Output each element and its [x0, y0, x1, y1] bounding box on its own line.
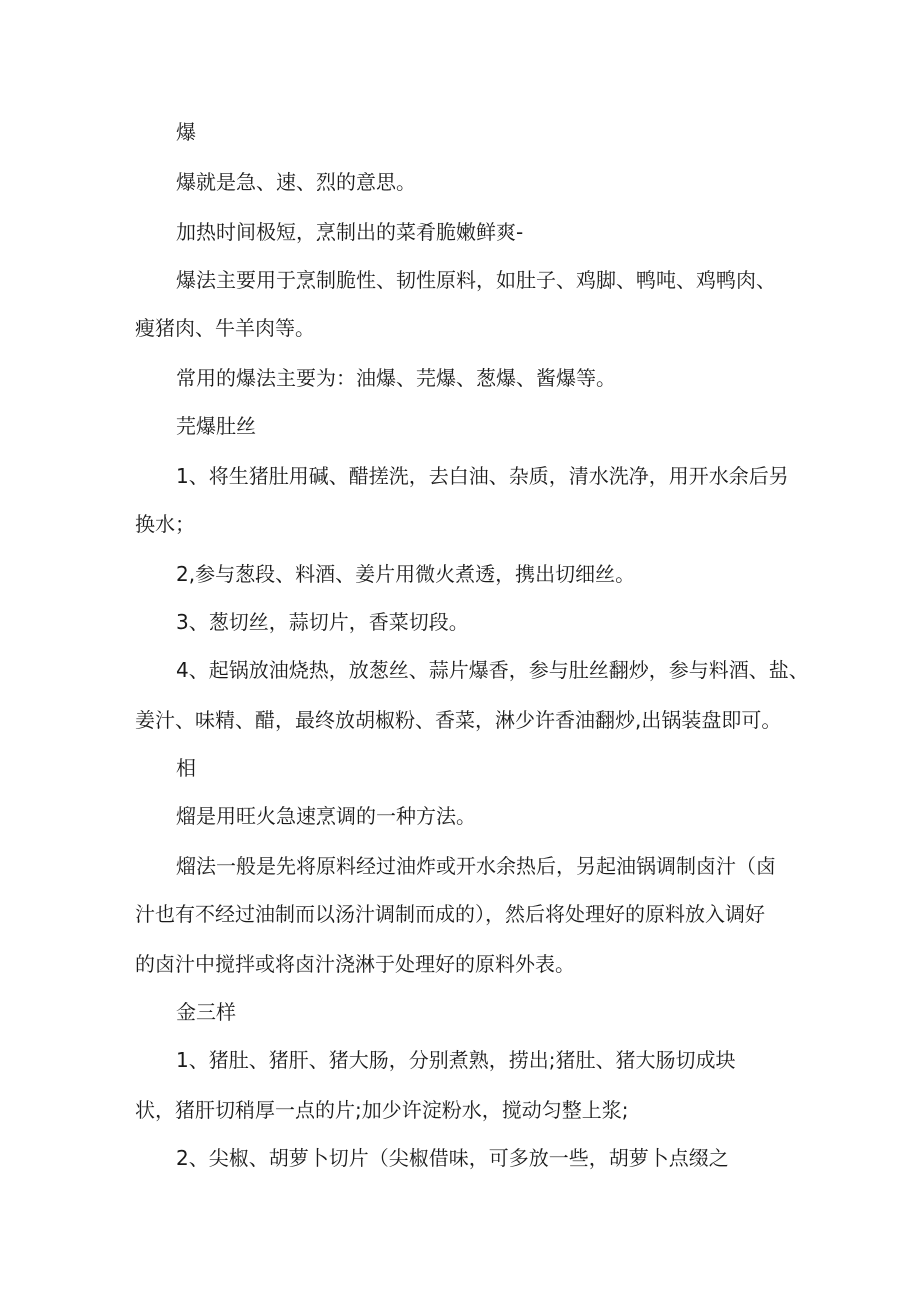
paragraph-line: 汁也有不经过油制而以汤汁调制而成的），然后将处理好的原料放入调好: [135, 902, 765, 926]
paragraph-line: 熘是用旺火急速烹调的一种方法。: [176, 804, 476, 828]
recipe-step-line: 换水；: [135, 512, 195, 536]
paragraph-line: 加热时间极短，烹制出的菜肴脆嫩鲜爽-: [176, 220, 524, 244]
recipe-step-line: 4、起锅放油烧热，放葱丝、蒜片爆香，参与肚丝翻炒，参与料酒、盐、: [176, 658, 809, 682]
recipe-step-line: 1、猪肚、猪肝、猪大肠，分别煮熟，捞出;猪肚、猪大肠切成块: [176, 1048, 736, 1072]
section-heading-bao: 爆: [176, 120, 196, 144]
section-heading-liu: 相: [176, 756, 196, 780]
recipe-title-yuanbao-dusi: 芫爆肚丝: [176, 414, 256, 438]
recipe-step-line: 状，猪肝切稍厚一点的片;加少许淀粉水，搅动匀整上浆;: [135, 1098, 629, 1122]
recipe-step-line: 姜汁、味精、醋，最终放胡椒粉、香菜，淋少许香油翻炒,出锅装盘即可。: [135, 708, 782, 732]
recipe-step-line: 3、葱切丝，蒜切片，香菜切段。: [176, 610, 469, 634]
recipe-step-line: 2、尖椒、胡萝卜切片（尖椒借味，可多放一些，胡萝卜点缀之: [176, 1146, 729, 1170]
paragraph-line: 爆法主要用于烹制脆性、韧性原料，如肚子、鸡脚、鸭吨、鸡鸭肉、: [176, 268, 776, 292]
paragraph-line: 瘦猪肉、牛羊肉等。: [135, 316, 315, 340]
recipe-step-line: 1、将生猪肚用碱、醋搓洗，去白油、杂质，清水洗净，用开水余后另: [176, 464, 789, 488]
recipe-title-jinsanyang: 金三样: [176, 1000, 236, 1024]
paragraph-line: 爆就是急、速、烈的意思。: [176, 170, 416, 194]
recipe-step-line: 2,参与葱段、料酒、姜片用微火煮透，携出切细丝。: [176, 562, 636, 586]
paragraph-line: 常用的爆法主要为：油爆、芫爆、葱爆、酱爆等。: [176, 366, 616, 390]
paragraph-line: 熘法一般是先将原料经过油炸或开水余热后，另起油锅调制卤汁（卤: [176, 854, 776, 878]
paragraph-line: 的卤汁中搅拌或将卤汁浇淋于处理好的原料外表。: [135, 952, 575, 976]
